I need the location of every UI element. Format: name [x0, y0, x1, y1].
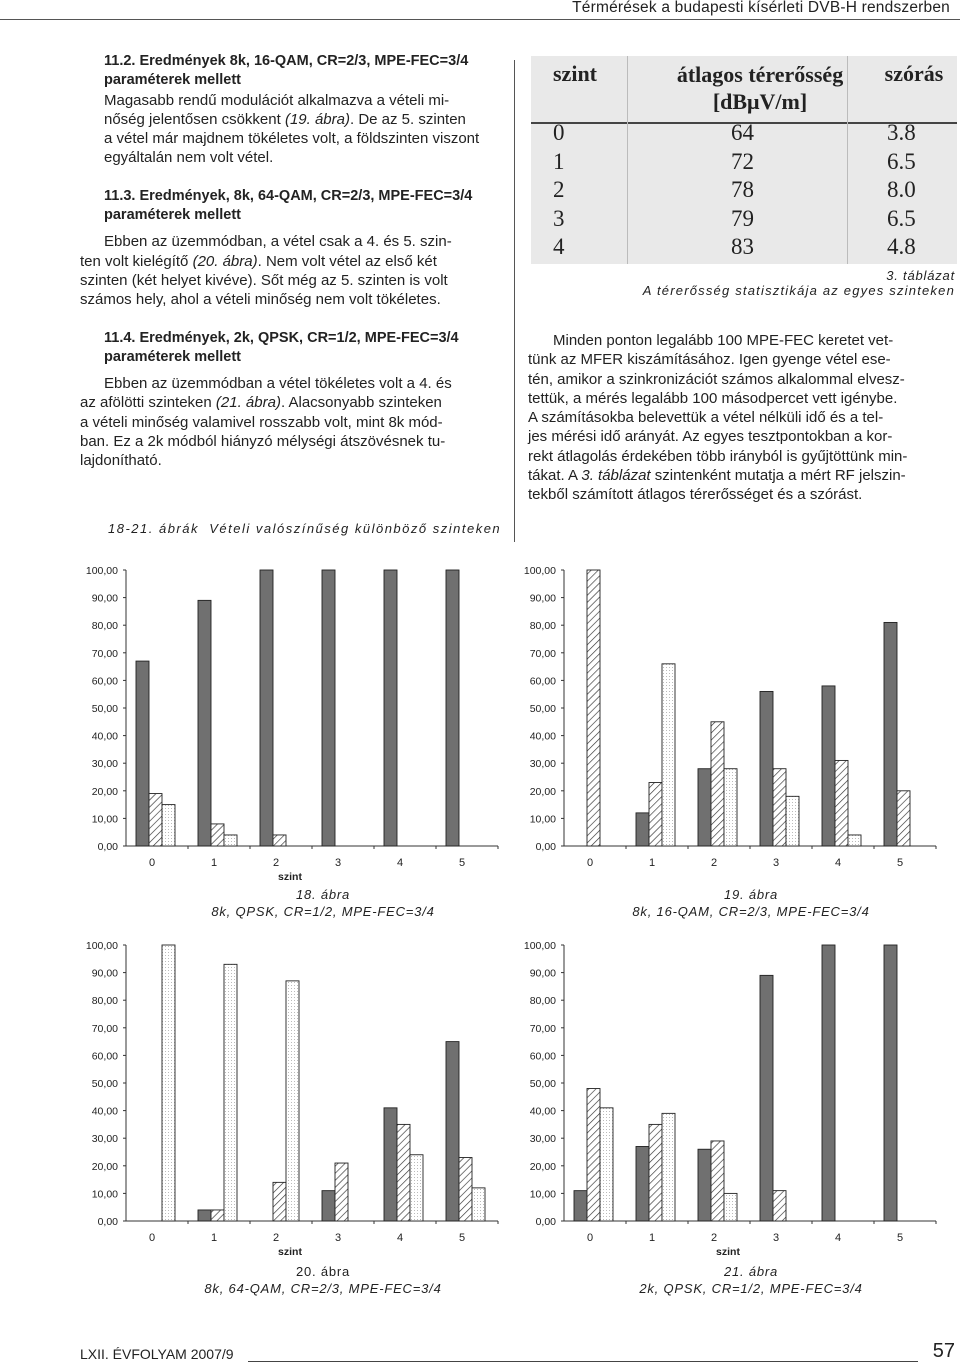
y-tick-label: 0,00	[97, 1216, 118, 1228]
y-tick-label: 20,00	[529, 1160, 556, 1173]
x-tick-label: 5	[458, 1232, 466, 1244]
y-tick-label: 50,00	[529, 1078, 556, 1090]
x-tick-label: 0	[148, 857, 156, 869]
bar-series-1	[773, 769, 786, 846]
table-cell-avg: 64	[731, 120, 754, 145]
y-tick-label: 90,00	[529, 592, 556, 605]
y-tick-label: 100,00	[523, 940, 556, 952]
section-heading-11-2	[80, 52, 504, 91]
bar-series-1	[835, 760, 848, 846]
bar-series-1	[149, 794, 162, 846]
bar-series-0	[760, 975, 773, 1221]
x-tick-label: 2	[710, 857, 718, 869]
y-tick-label: 100,00	[523, 565, 556, 577]
y-tick-label: 70,00	[91, 647, 118, 660]
bar-series-1	[273, 835, 286, 846]
table-cell-avg: 79	[731, 205, 754, 231]
left-column	[80, 52, 504, 471]
y-tick-label: 50,00	[529, 703, 556, 715]
y-tick-label: 80,00	[529, 995, 556, 1008]
x-tick-label: 1	[210, 857, 218, 869]
y-tick-label: 20,00	[91, 785, 118, 798]
x-tick-label: 4	[396, 1232, 404, 1244]
table-cell-std: 4.8	[887, 234, 916, 260]
section-heading-11-3: 11.3. Eredmények, 8k, 64-QAM, CR=2/3, MPE-FEC=3/4 paraméterek mellett	[104, 187, 473, 224]
bar-series-0	[198, 1210, 211, 1221]
table-cell-std: 3.8	[887, 120, 916, 145]
y-tick-label: 0,00	[535, 841, 556, 853]
stats-table	[531, 56, 957, 264]
section-body-11-4: Ebben az üzemmódban a vétel tökéletes volt a 4. és az afölötti szinteken (21. ábra). Alacsonyabb szinteken a vételi minőség valamivel rosszabb volt, mint 8k mód- ban. Ez a 2k módból hiányzó mélységi átszövésnek tu- lajdonítható.	[80, 375, 452, 470]
table-cell-avg: 72	[731, 148, 754, 174]
y-tick-label: 50,00	[91, 1078, 118, 1090]
x-tick-label: 0	[586, 1232, 594, 1244]
y-tick-label: 70,00	[529, 1022, 556, 1035]
bar-series-0	[322, 570, 335, 846]
y-tick-label: 0,00	[535, 1216, 556, 1228]
x-tick-label: 0	[586, 857, 594, 869]
bar-series-1	[711, 722, 724, 846]
y-tick-label: 60,00	[529, 1050, 556, 1063]
y-tick-label: 30,00	[529, 1133, 556, 1146]
bar-series-1	[273, 1182, 286, 1221]
bar-series-0	[760, 691, 773, 846]
section-body-11-2: Magasabb rendű modulációt alkalmazva a vételi mi- nőség jelentősen csökkent (19. ábra). De az 5. szinten a vétel már majdnem tökéletes volt, a földszinten viszont egyáltalán nem volt vétel.	[104, 91, 480, 167]
x-tick-label: 0	[148, 1232, 156, 1244]
footer-volume: LXII. ÉVFOLYAM 2007/9	[80, 1346, 234, 1362]
y-tick-label: 10,00	[529, 1188, 556, 1201]
y-tick-label: 30,00	[91, 1133, 118, 1146]
col-header-szint: szint	[553, 61, 597, 86]
bar-series-0	[822, 945, 835, 1221]
table-cell-level: 2	[553, 177, 565, 203]
y-tick-label: 20,00	[91, 1160, 118, 1173]
table-cell-avg: 83	[731, 234, 754, 260]
bar-series-0	[884, 622, 897, 846]
bar-series-1	[649, 1124, 662, 1221]
x-tick-label: 5	[896, 1232, 904, 1244]
x-axis-label: szint	[278, 871, 302, 882]
y-tick-label: 30,00	[91, 758, 118, 771]
bar-series-2	[600, 1108, 613, 1221]
bar-series-0	[384, 1108, 397, 1221]
x-tick-label: 5	[896, 857, 904, 869]
table-cell-std: 8.0	[887, 177, 916, 203]
running-header: Térmérések a budapesti kísérleti DVB-H rendszerben	[572, 0, 950, 16]
bar-series-2	[162, 945, 175, 1221]
bar-series-1	[587, 570, 600, 846]
x-tick-label: 4	[834, 857, 842, 869]
section-body-11-3: Ebben az üzemmódban, a vétel csak a 4. és 5. szin- ten volt kielégítő (20. ábra). Nem volt vétel az első két szinten (két helyet kivéve). Sőt még az 5. szinten is volt számos hely, ahol a vételi minőség nem volt tökéletes.	[80, 233, 452, 309]
y-tick-label: 10,00	[91, 1188, 118, 1201]
figures-caption: 18-21. ábrák Vételi valószínűség különböző szinteken	[108, 521, 502, 536]
chart-18	[80, 558, 508, 882]
x-tick-label: 3	[334, 857, 342, 869]
caption-20: 20. ábra 8k, 64-QAM, CR=2/3, MPE-FEC=3/4	[204, 1264, 442, 1296]
bar-series-1	[335, 1163, 348, 1221]
bar-series-2	[662, 664, 675, 846]
x-tick-label: 3	[772, 857, 780, 869]
x-tick-label: 1	[648, 857, 656, 869]
bar-series-2	[410, 1155, 423, 1221]
bar-series-0	[384, 570, 397, 846]
x-tick-label: 1	[210, 1232, 218, 1244]
caption-21: 21. ábra 2k, QPSK, CR=1/2, MPE-FEC=3/4	[639, 1264, 863, 1296]
bar-series-0	[884, 945, 897, 1221]
y-tick-label: 100,00	[85, 565, 118, 577]
bar-series-1	[897, 791, 910, 846]
bar-series-2	[724, 769, 737, 846]
table-cell-level: 4	[553, 234, 565, 260]
caption-18: 18. ábra 8k, QPSK, CR=1/2, MPE-FEC=3/4	[211, 887, 435, 919]
y-tick-label: 60,00	[91, 675, 118, 688]
y-tick-label: 40,00	[91, 730, 118, 743]
bar-series-2	[286, 981, 299, 1221]
x-tick-label: 2	[272, 857, 280, 869]
caption-19: 19. ábra 8k, 16-QAM, CR=2/3, MPE-FEC=3/4	[632, 887, 870, 919]
bar-series-2	[224, 835, 237, 846]
x-tick-label: 1	[648, 1232, 656, 1244]
col-header-avg: átlagos térerősség [dBμV/m]	[676, 62, 844, 114]
bar-series-2	[724, 1193, 737, 1221]
section-heading-11-4: 11.4. Eredmények, 2k, QPSK, CR=1/2, MPE-FEC=3/4 paraméterek mellett	[104, 329, 459, 365]
bar-series-0	[698, 769, 711, 846]
y-tick-label: 90,00	[91, 967, 118, 980]
bar-series-1	[397, 1124, 410, 1221]
y-tick-label: 70,00	[91, 1022, 118, 1035]
y-tick-label: 40,00	[91, 1105, 118, 1118]
heading-text-2: paraméterek mellett	[104, 72, 242, 89]
y-tick-label: 60,00	[529, 675, 556, 688]
bar-series-2	[662, 1113, 675, 1221]
bar-series-1	[649, 783, 662, 846]
bar-series-0	[260, 570, 273, 846]
table-cell-std: 6.5	[887, 148, 916, 174]
table-cell-std: 6.5	[887, 205, 916, 231]
bar-series-2	[786, 796, 799, 846]
bar-series-2	[472, 1188, 485, 1221]
x-tick-label: 2	[272, 1232, 280, 1244]
x-tick-label: 4	[834, 1232, 842, 1244]
x-axis-label: szint	[278, 1246, 302, 1257]
bar-series-0	[446, 1042, 459, 1221]
y-tick-label: 30,00	[529, 758, 556, 771]
y-tick-label: 90,00	[529, 967, 556, 980]
bar-series-1	[773, 1191, 786, 1221]
bar-series-1	[211, 824, 224, 846]
x-tick-label: 5	[458, 857, 466, 869]
bar-series-0	[322, 1191, 335, 1221]
y-tick-label: 10,00	[91, 813, 118, 826]
y-tick-label: 80,00	[91, 995, 118, 1008]
y-tick-label: 20,00	[529, 785, 556, 798]
bar-series-0	[446, 570, 459, 846]
x-tick-label: 3	[334, 1232, 342, 1244]
bar-series-2	[848, 835, 861, 846]
chart-20	[80, 933, 508, 1257]
y-tick-label: 80,00	[91, 620, 118, 633]
header-rule	[0, 19, 960, 20]
bar-series-1	[211, 1210, 224, 1221]
table-cell-level: 3	[553, 205, 565, 231]
heading-text: Eredmények 8k, 16-QAM, CR=2/3, MPE-FEC=3/4	[139, 53, 469, 69]
bar-series-1	[711, 1141, 724, 1221]
bar-series-0	[636, 813, 649, 846]
bar-series-0	[636, 1146, 649, 1221]
y-tick-label: 40,00	[529, 730, 556, 743]
bar-series-0	[198, 600, 211, 846]
bar-series-2	[162, 805, 175, 846]
y-tick-label: 50,00	[91, 703, 118, 715]
y-tick-label: 60,00	[91, 1050, 118, 1063]
table-cell-level: 0	[553, 120, 565, 145]
bar-series-0	[698, 1149, 711, 1221]
y-tick-label: 10,00	[529, 813, 556, 826]
bar-series-0	[822, 686, 835, 846]
footer-rule	[248, 1361, 918, 1362]
x-axis-label: szint	[716, 1246, 740, 1257]
bar-series-1	[587, 1089, 600, 1221]
bar-series-0	[574, 1191, 587, 1221]
column-divider	[514, 60, 515, 542]
chart-19	[518, 558, 946, 882]
page-number: 57	[932, 1340, 955, 1362]
bar-series-0	[136, 661, 149, 846]
y-tick-label: 70,00	[529, 647, 556, 660]
y-tick-label: 90,00	[91, 592, 118, 605]
y-tick-label: 80,00	[529, 620, 556, 633]
table-cell-avg: 78	[731, 177, 754, 203]
col-header-std: szórás	[884, 61, 944, 86]
bar-series-2	[224, 964, 237, 1221]
x-tick-label: 3	[772, 1232, 780, 1244]
table-cell-level: 1	[553, 148, 565, 174]
table-caption: 3. táblázat A térerősség statisztikája az egyes szinteken	[642, 268, 955, 298]
x-tick-label: 4	[396, 857, 404, 869]
heading-num: 11.2.	[104, 53, 136, 69]
y-tick-label: 100,00	[85, 940, 118, 952]
bar-series-1	[459, 1158, 472, 1221]
y-tick-label: 0,00	[97, 841, 118, 853]
right-column-text: Minden ponton legalább 100 MPE-FEC keretet vet- tünk az MFER kiszámításához. Igen gyenge vétel ese- tén, amikor a szinkronizációt számos alkalommal elvesz- tettük, a mérés legalább 100 másodpercet vett igénybe. A számításokba belevettük a vétel nélküli idő és a tel- jes mérési idő arányát. Az egyes tesztpontokban a kor- rekt átlagolás érdekében több irányból is gyűjtöttünk min- tákat. A 3. táblázat szintenként mutatja a mért RF jelszin- tekből számított átlagos térerősséget és a szórást.	[528, 332, 908, 504]
y-tick-label: 40,00	[529, 1105, 556, 1118]
chart-21	[518, 933, 946, 1257]
x-tick-label: 2	[710, 1232, 718, 1244]
